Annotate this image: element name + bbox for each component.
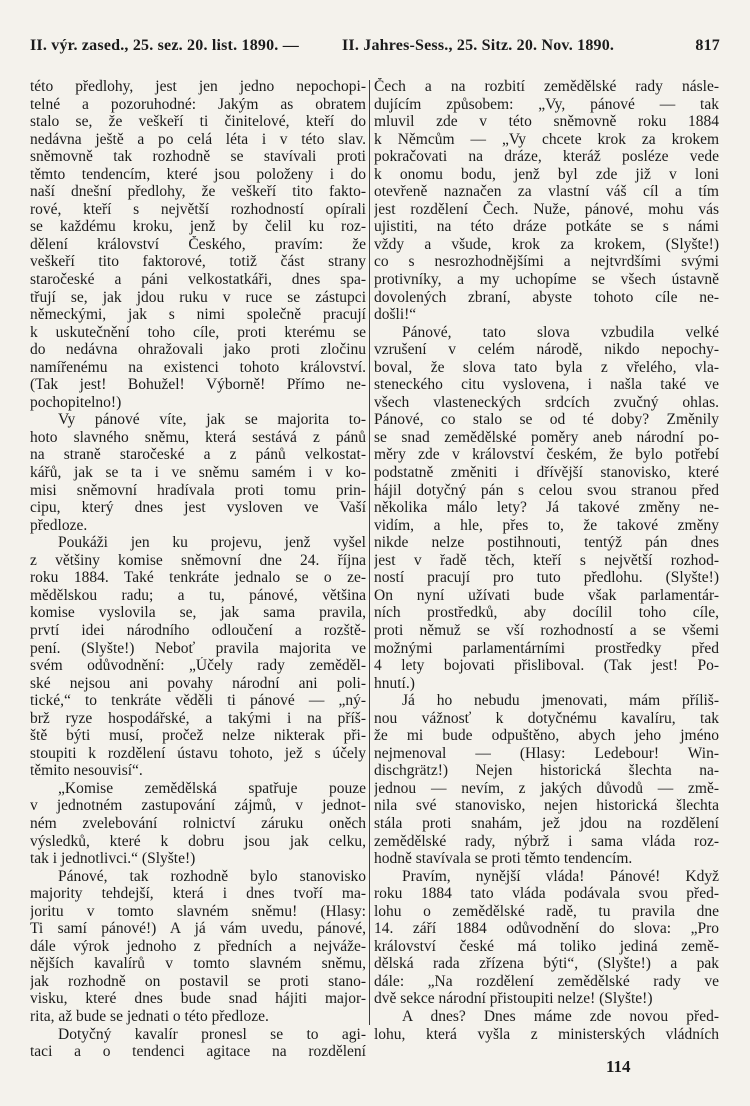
text-line: Já ho nebudu jmenovati, mám příliš- [402,692,719,710]
text-line: naší dnešní předlohy, že veškeří tito fakto- [30,183,366,201]
text-line: ností pracují pro tuto předlohu. (Slyšte!) [374,569,719,587]
text-line: se každému kroku, jenž by čelil ku roz- [30,218,366,236]
text-line: dělení království Českého, pravím: že [30,235,366,253]
text-line: měry zde v království českém, že bylo potřebí [374,446,719,464]
text-line: dischgrätz!) Nejen historická šlechta na- [374,762,719,780]
text-line: rita, až bude se jednati o této předloze. [30,1007,269,1025]
text-line: Ti samí pánové!) A já vám uvedu, pánové, [30,920,366,938]
text-line: Pravím, nynější vláda! Pánové! Když [402,867,719,885]
text-line: roku 1884. Také tenkráte jednalo se o ze- [30,569,366,587]
text-line: staročeské a páni velkostatkáři, dnes spa- [30,271,366,289]
text-line: těmito nesouvisí“. [30,762,143,780]
text-line: v jednotném zastupování zájmů, v jednot- [30,797,366,815]
text-line: joritu v tomto slavném sněmu! (Hlasy: [30,902,366,920]
text-line: 14. září 1884 odůvodnění do slova: „Pro [374,920,719,938]
left-column [30,78,366,1061]
column-divider [369,80,370,1025]
text-line: Pánové, tak rozhodně bylo stanovisko [58,867,366,885]
text-line: (Tak jest! Bohužel! Výborně! Přímo ne- [30,376,366,394]
text-line: prvtí idei národního odloučení a rozště- [30,621,366,639]
text-line: tické,“ to tenkráte věděli ti pánové — „ný- [30,692,366,710]
header-german: II. Jahres-Sess., 25. Sitz. 20. Nov. 1890. [342,37,615,54]
text-line: dále výrok jednoho z předních a nejváže- [30,937,366,955]
text-line: všech vlasteneckých srdcích zvučný ohlas. [374,393,719,411]
text-line: A dnes? Dnes máme zde novou před- [402,1007,719,1025]
text-line: stála proti snahám, jež jdou na rozdělení [374,814,719,832]
text-line: protivníky, a my uchopíme se všech ústavně [374,271,719,289]
text-line: dále: „Na rozdělení zemědělské rady ve [374,972,719,990]
text-line: zemědělské rady, nýbrž i sama vláda roz- [374,832,719,850]
text-line: svém odůvodnění: „Účely rady zeměděl- [30,657,366,675]
text-line: jak rozhodně on postavil se proti stano- [30,972,366,990]
text-line: stalo se, že veškeří ti činitelové, kteří do [30,113,366,131]
text-line: do nedávna ohražovali jako proti zločinu [30,341,366,359]
text-line: Pánové, co stalo se od té doby? Změnily [374,411,719,429]
text-line: třují se, jak jdou ruku v ruce se zástupci [30,288,366,306]
text-line: veškeří tito faktorové, totiž část strany [30,253,366,271]
text-line: jest rozdělení Čech. Nuže, pánové, mohu vás [374,200,719,218]
text-line: hoto slavného sněmu, která sestává z pánů [30,428,366,446]
text-line: brž ryze hospodářské, a takými i na příš- [30,709,366,727]
text-line: ném zvelebování rolnictví záruku oněch [30,814,366,832]
text-line: ujistiti, na této dráze potkáte se s námi [374,218,719,236]
text-line: pochopitelno!) [30,393,122,411]
text-line: ště býti musí, pročež nelze nikterak při- [30,727,366,745]
text-line: taci a o tendenci agitace na rozdělení [30,1043,366,1061]
text-line: dvě sekce národní přistoupiti nelze! (Slyšte!) [374,990,653,1008]
text-line: telné a pozoruhodné: Jakým as obratem [30,95,366,113]
text-line: podstatně změniti i dřívější stanovisko, které [374,464,719,482]
text-line: vzrušení v celém národě, nikdo nepochy- [374,341,719,359]
text-line: výsledků, které k dobru jsou jak celku, [30,832,366,850]
text-line: pokračovati na dráze, kteráž posléze vede [374,148,719,166]
text-line: dovolených zbraní, abyste tohoto cíle ne- [374,288,719,306]
text-line: došli!“ [374,306,417,324]
text-line: k onomu bodu, jenž byl zde již v loni [374,165,719,183]
text-line: steneckého citu vyslovena, i našla také ve [374,376,719,394]
text-line: těmto tendencím, které jsou položeny i do [30,165,366,183]
text-line: „Komise zemědělská spatřuje pouze [58,779,366,797]
text-line: několika málo lety? Já takové změny ne- [374,499,719,517]
text-line: nedávna ještě a po celá léta i v této slav. [30,130,366,148]
text-line: visku, které dnes bude snad hájiti major- [30,990,366,1008]
text-line: vždy a všude, krok za krokem, (Slyšte!) [374,235,719,253]
text-line: jest v řadě těch, kteří s největší rozhod- [374,551,719,569]
text-line: předloze. [30,516,88,534]
text-line: lohu, která vyšla z ministerských vládních [374,1025,719,1043]
text-line: nejmenoval — (Hlasy: Ledebour! Win- [374,744,719,762]
text-line: cipu, který dnes jest vysloven ve Vaší [30,499,366,517]
text-line: k uskutečnění toho cíle, proti kterému se [30,323,366,341]
text-line: nikde nelze postihnouti, tentýž pán dnes [374,534,719,552]
text-line: rové, kteří s největší rozhodností opírali [30,200,366,218]
text-line: k Němcům — „Vy chcete krok za krokem [374,130,719,148]
text-line: Poukáži jen ku projevu, jenž vyšel [58,534,366,552]
footer-page-number: 114 [606,1057,631,1076]
text-line: namířenému na existenci tohoto království. [30,358,366,376]
text-line: co s nesrozhodnějšími a nejtvrdšími svými [374,253,719,271]
text-line: nou vážnosť k dotyčnému kavalíru, tak [374,709,719,727]
text-line: majority tehdejší, která i dnes tvoří ma- [30,885,366,903]
text-line: Dotyčný kavalír pronesl se to agi- [58,1025,366,1043]
text-line: z většiny komise sněmovní dne 24. října [30,551,366,569]
text-line: roku 1884 tato vláda podávala svou před- [374,885,719,903]
text-line: tak i jednotlivci.“ (Slyšte!) [30,850,196,868]
text-line: Vy pánové víte, jak se majorita to- [58,411,366,429]
text-line: dujícím způsobem: „Vy, pánové — tak [374,95,719,113]
text-line: nějších kavalírů v tomto slavném sněmu, [30,955,366,973]
text-line: kářů, jak se ta i ve sněmu samém i v ko- [30,464,366,482]
text-line: boval, že slova tato byla z vřelého, vla- [374,358,719,376]
text-line: této předlohy, jest jen jedno nepochopi- [30,78,366,95]
text-line: možnými parlamentárními prostředky před [374,639,719,657]
text-line: hodně stavívala se proti těmto tendencím. [374,850,633,868]
text-line: na straně staročeské a z pánů velkostat- [30,446,366,464]
text-line: ních prostředků, aby docílil toho cíle, [374,604,719,622]
text-line: jednou — nevím, z jakých důvodů — změ- [374,779,719,797]
text-line: On nyní užívati bude však parlamentár- [374,586,719,604]
text-line: království české má toliko jediná země- [374,937,719,955]
text-line: nila své stanovisko, nejen historická šlechta [374,797,719,815]
text-line: mluvil zde v této sněmovně roku 1884 [374,113,719,131]
text-line: vidím, a hle, přes to, že takové změny [374,516,719,534]
text-line: sněmovně tak rozhodně se stavívali proti [30,148,366,166]
header-page-number: 817 [695,37,720,54]
text-line: 4 lety bojovati přisliboval. (Tak jest! Po- [374,657,719,675]
text-line: stoupiti k rozdělení ústavu tohoto, jež s účely [30,744,366,762]
text-line: proti němuž se vší rozhodností a se všemi [374,621,719,639]
text-line: Čech a na rozbití zemědělské rady násle- [374,78,719,95]
text-line: lohu o zemědělské radě, tu pravila dne [374,902,719,920]
text-line: německými, jak s nimi společně pracují [30,306,366,324]
text-line: se snad zemědělské poměry aneb národní po- [374,428,719,446]
text-line: dělská rada zřízena býti“, (Slyšte!) a pak [374,955,719,973]
text-line: Pánové, tato slova vzbudila velké [402,323,719,341]
right-column [374,78,719,1043]
text-line: že mi bude odpuštěno, abych jeho jméno [374,727,719,745]
text-line: ské nejsou ani povahy národní ani poli- [30,674,366,692]
text-line: otevřeně naznačen za vlastní váš cíl a tím [374,183,719,201]
header-czech: II. výr. zased., 25. sez. 20. list. 1890. — [30,37,299,54]
text-line: komise vyslovila se, jak sama pravila, [30,604,366,622]
text-line: pení. (Slyšte!) Neboť pravila majorita ve [30,639,366,657]
text-line: misi sněmovní hradívala proti tomu prin- [30,481,366,499]
text-line: hnutí.) [374,674,415,692]
text-line: mědělskou radu; a tu, pánové, většina [30,586,366,604]
text-line: hájil dotyčný pán s celou svou stranou před [374,481,719,499]
